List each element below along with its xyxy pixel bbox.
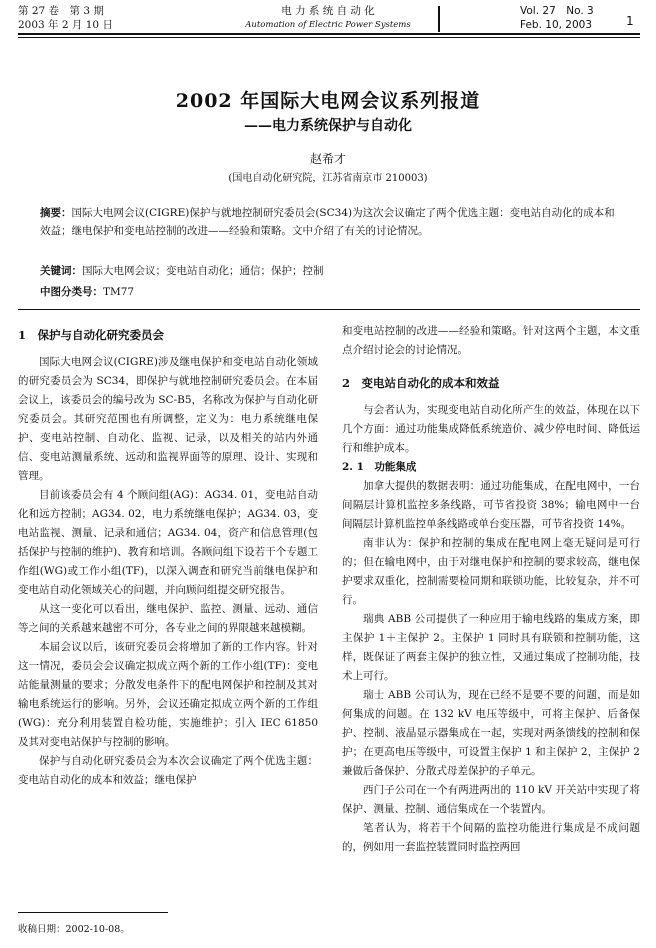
header-center [228, 4, 428, 32]
abstract-label: 摘要： [40, 207, 72, 219]
abstract [40, 204, 616, 240]
issue-date: 2003 年 2 月 10 日 [18, 19, 113, 31]
paragraph: 从这一变化可以看出，继电保护、监控、测量、远动、通信等之间的关系越来越密不可分，各专业之间的界限越来越模糊。 [18, 603, 318, 634]
header-left [18, 4, 113, 32]
paragraph: 目前该委员会有 4 个顾问组(AG)：AG34. 01，变电站自动化和远方控制；AG34. 02，电力系统继电保护；AG34. 03，变电站监视、测量、记录和通信；AG34. 04，资产和信息管理(包括保护与控制的维护)、教育和培训。各顾问组下设若干个专题工作组(WG)或工作小组(TF)，以深入调查和研究当前继电保护和变电站自动化领域关心的问题，并向顾问组提交研究报告。 [18, 489, 318, 596]
paragraph: 瑞典 ABB 公司提供了一种应用于输电线路的集成方案，即主保护 1＋主保护 2。主保护 1 同时具有联锁和控制功能，这样，既保证了两套主保护的独立性，又通过集成了控制功能，技术上可行。 [342, 613, 640, 682]
volume-issue: 第 27 卷 第 3 期 [18, 5, 104, 17]
issue-date-en: Feb. 10, 2003 [520, 19, 593, 31]
keywords [40, 263, 616, 278]
paragraph: 与会者认为，实现变电站自动化所产生的效益，体现在以下几个方面：通过功能集成降低系统造价、减少停电时间、降低运行和维护成本。 [342, 404, 640, 454]
keywords-label: 关键词： [40, 265, 82, 277]
clc-label: 中图分类号： [40, 286, 103, 298]
paragraph: 本届会议以后，该研究委员会将增加了新的工作内容。针对这一情况，委员会会议确定拟成立两个新的工作小组(TF)：变电站能量测量的要求；分散发电条件下的配电网保护和控制及其对输电系统运行的影响。另外，会议还确定拟成立两个新的工作组(WG)：充分利用装置自检功能，实施维护；引入 IEC 61850 及其对变电站保护与控制的影响。 [18, 641, 318, 748]
paragraph: 保护与自动化研究委员会为本次会议确定了两个优选主题：变电站自动化的成本和效益；继电保护 [18, 755, 318, 786]
volume-issue-en: Vol. 27 No. 3 [520, 5, 594, 17]
header-rule-thin [18, 37, 640, 38]
paragraph: 西门子公司在一个有两进两出的 110 kV 开关站中实现了将保护、测量、控制、通信集成在一个装置内。 [342, 784, 640, 815]
header-right [520, 4, 594, 32]
abstract-text: 国际大电网会议(CIGRE)保护与就地控制研究委员会(SC34)为这次会议确定了两个优选主题：变电站自动化的成本和效益；继电保护和变电站控制的改进——经验和策略。文中介绍了有关的讨论情况。 [40, 207, 615, 237]
paragraph: 加拿大提供的数据表明：通过功能集成，在配电网中，一台间隔层计算机监控多条线路，可节省投资 38%；输电网中一台间隔层计算机监控单条线路或单台变压器，可节省投资 14%。 [342, 480, 640, 530]
header-rule [18, 33, 640, 35]
journal-title: 电 力 系 统 自 动 化 [281, 5, 375, 17]
paragraph: 南非认为：保护和控制的集成在配电网上毫无疑问是可行的；但在输电网中，由于对继电保护和控制的要求较高，继电保护要求双重化，控制需要检同期和联锁功能，比较复杂，并不可行。 [342, 537, 640, 606]
article-subtitle: ——电力系统保护与自动化 [244, 118, 412, 134]
section-heading: 2 变电站自动化的成本和效益 [342, 376, 500, 390]
keywords-text: 国际大电网会议；变电站自动化；通信；保护；控制 [82, 265, 324, 277]
paragraph: 国际大电网会议(CIGRE)涉及继电保护和变电站自动化领域的研究委员会为 SC34，即保护与就地控制研究委员会。在本届会议上，该委员会的编号改为 SC-B5，名称改为保护与自动化研究委员会。其研究范围也有所调整，定义为：电力系统继电保护、变电站控制、自动化、监视、记录，以及相关的站内外通信、变电站测量系统、远动和监视界面等的原理、设计、实现和管理。 [18, 356, 318, 482]
section-heading: 1 保护与自动化研究委员会 [18, 328, 165, 342]
received-date-footnote: 收稿日期：2002-10-08。 [18, 924, 130, 935]
paragraph: 和变电站控制的改进——经验和策略。针对这两个主题，本文重点介绍讨论会的讨论情况。 [342, 325, 640, 356]
right-column [342, 322, 640, 857]
author: 赵希才 [309, 152, 346, 166]
left-column [18, 322, 318, 790]
journal-title-en: Automation of Electric Power Systems [245, 20, 411, 30]
article-title: 2002 年国际大电网会议系列报道 [175, 90, 481, 112]
affiliation: (国电自动化研究院，江苏省南京市 210003) [228, 173, 428, 184]
page-number: 1 [626, 14, 634, 28]
footnote-rule [18, 912, 168, 913]
paragraph: 瑞士 ABB 公司认为，现在已经不是要不要的问题，而是如何集成的问题。在 132 kV 电压等级中，可将主保护、后备保护、控制、液晶显示器集成在一起，实现对两条馈线的控制和保护；在更高电压等级中，可设置主保护 1 和主保护 2，主保护 2 兼做后备保护、分散式母差保护的子单元。 [342, 689, 640, 777]
subsection-heading: 2. 1 功能集成 [342, 461, 417, 473]
header-divider [438, 6, 440, 32]
clc-number [40, 284, 616, 299]
paragraph: 笔者认为，将若干个间隔的监控功能进行集成是不成问题的，例如用一套监控装置同时监控两回 [342, 822, 640, 853]
clc-text: TM77 [103, 286, 135, 298]
abstract-rule [18, 309, 640, 310]
